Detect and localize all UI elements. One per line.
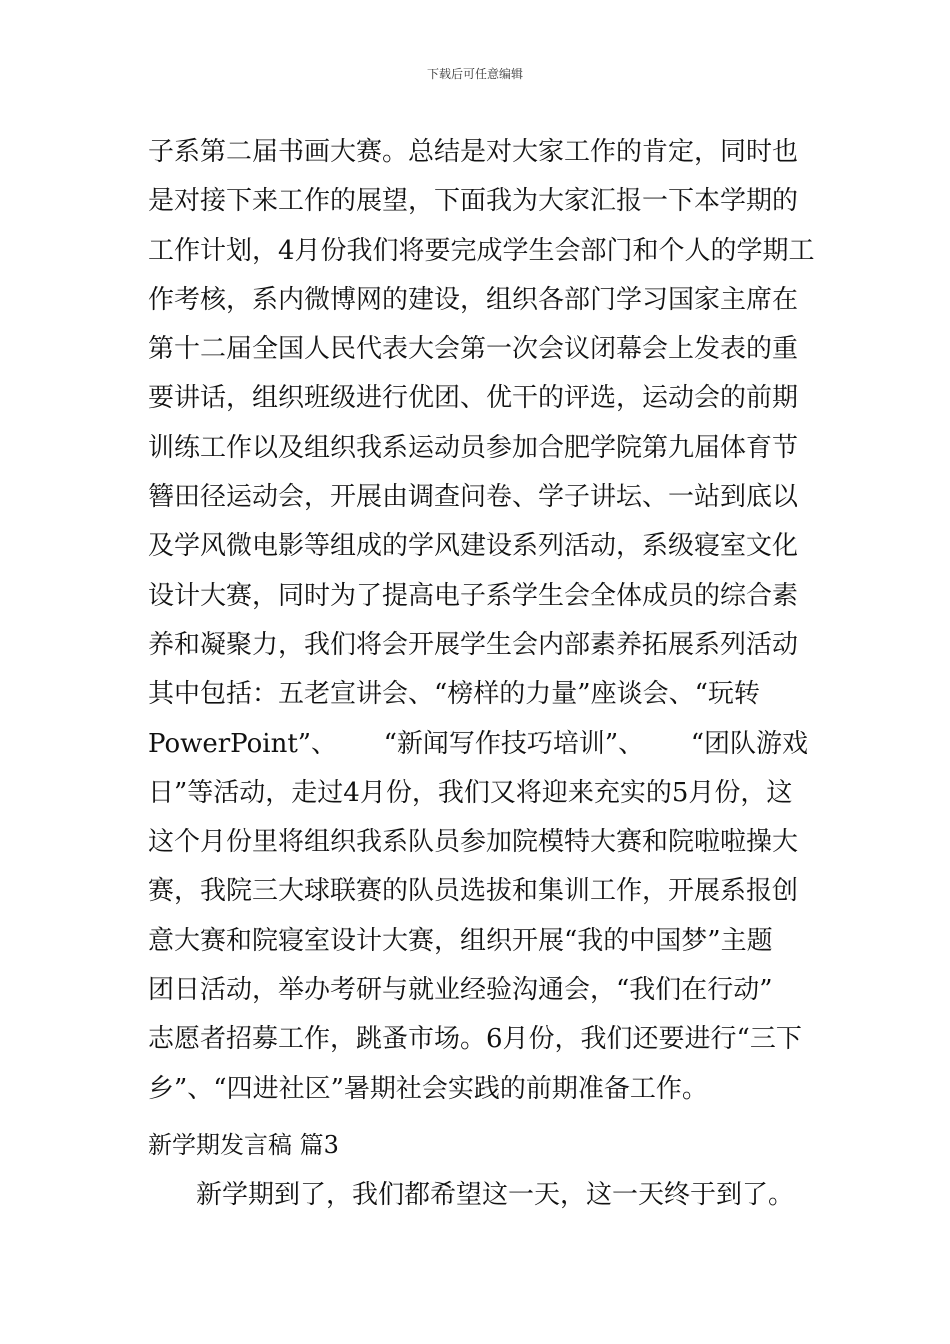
paragraph-line: 赛，我院三大球联赛的队员选拔和集训工作，开展系报创 — [148, 876, 799, 907]
paragraph-line: 日”等活动，走过4月份，我们又将迎来充实的5月份，这 — [148, 777, 793, 808]
paragraph-line: 要讲话，组织班级进行优团、优干的评选，运动会的前期 — [148, 383, 799, 414]
paragraph-line: 这个月份里将组织我系队员参加院模特大赛和院啦啦操大 — [148, 827, 799, 858]
paragraph-line: 设计大赛，同时为了提高电子系学生会全体成员的综合素 — [148, 580, 799, 611]
line-segment: PowerPoint”、 — [148, 728, 338, 759]
paragraph-line: 是对接下来工作的展望，下面我为大家汇报一下本学期的 — [148, 186, 799, 217]
paragraph-body — [148, 128, 815, 1114]
paragraph-line: 子系第二届书画大赛。总结是对大家工作的肯定，同时也 — [148, 137, 799, 167]
section-heading: 新学期发言稿 篇3 — [148, 1131, 339, 1159]
line-segment: “新闻写作技巧培训”、 — [383, 728, 645, 759]
line-segment: “团队游戏 — [690, 728, 808, 759]
paragraph-line: 乡”、“四进社区”暑期社会实践的前期准备工作。 — [148, 1073, 708, 1104]
paragraph-line: 意大赛和院寝室设计大赛，组织开展“我的中国梦”主题 — [148, 925, 773, 956]
page-header: 下载后可任意编辑 — [426, 67, 523, 81]
paragraph-line: 作考核，系内微博网的建设，组织各部门学习国家主席在 — [148, 284, 799, 315]
paragraph-line: 养和凝聚力，我们将会开展学生会内部素养拓展系列活动 — [148, 629, 799, 660]
paragraph-line: 及学风微电影等组成的学风建设系列活动，系级寝室文化 — [148, 531, 799, 562]
paragraph-line: 训练工作以及组织我系运动员参加合肥学院第九届体育节 — [148, 432, 799, 463]
paragraph-line: 团日活动，举办考研与就业经验沟通会，“我们在行动” — [148, 975, 773, 1006]
paragraph-line — [148, 720, 808, 769]
paragraph-line: 其中包括：五老宣讲会、“榜样的力量”座谈会、“玩转 — [148, 679, 760, 710]
paragraph-opening: 新学期到了，我们都希望这一天，这一天终于到了。 — [196, 1180, 795, 1210]
paragraph-line: 志愿者招募工作，跳蚤市场。6月份，我们还要进行“三下 — [148, 1024, 802, 1055]
paragraph-line: 工作计划，4月份我们将要完成学生会部门和个人的学期工 — [148, 235, 815, 266]
paragraph-line: 簪田径运动会，开展由调查问卷、学子讲坛、一站到底以 — [148, 482, 799, 513]
paragraph-line: 第十二届全国人民代表大会第一次会议闭幕会上发表的重 — [148, 334, 799, 365]
